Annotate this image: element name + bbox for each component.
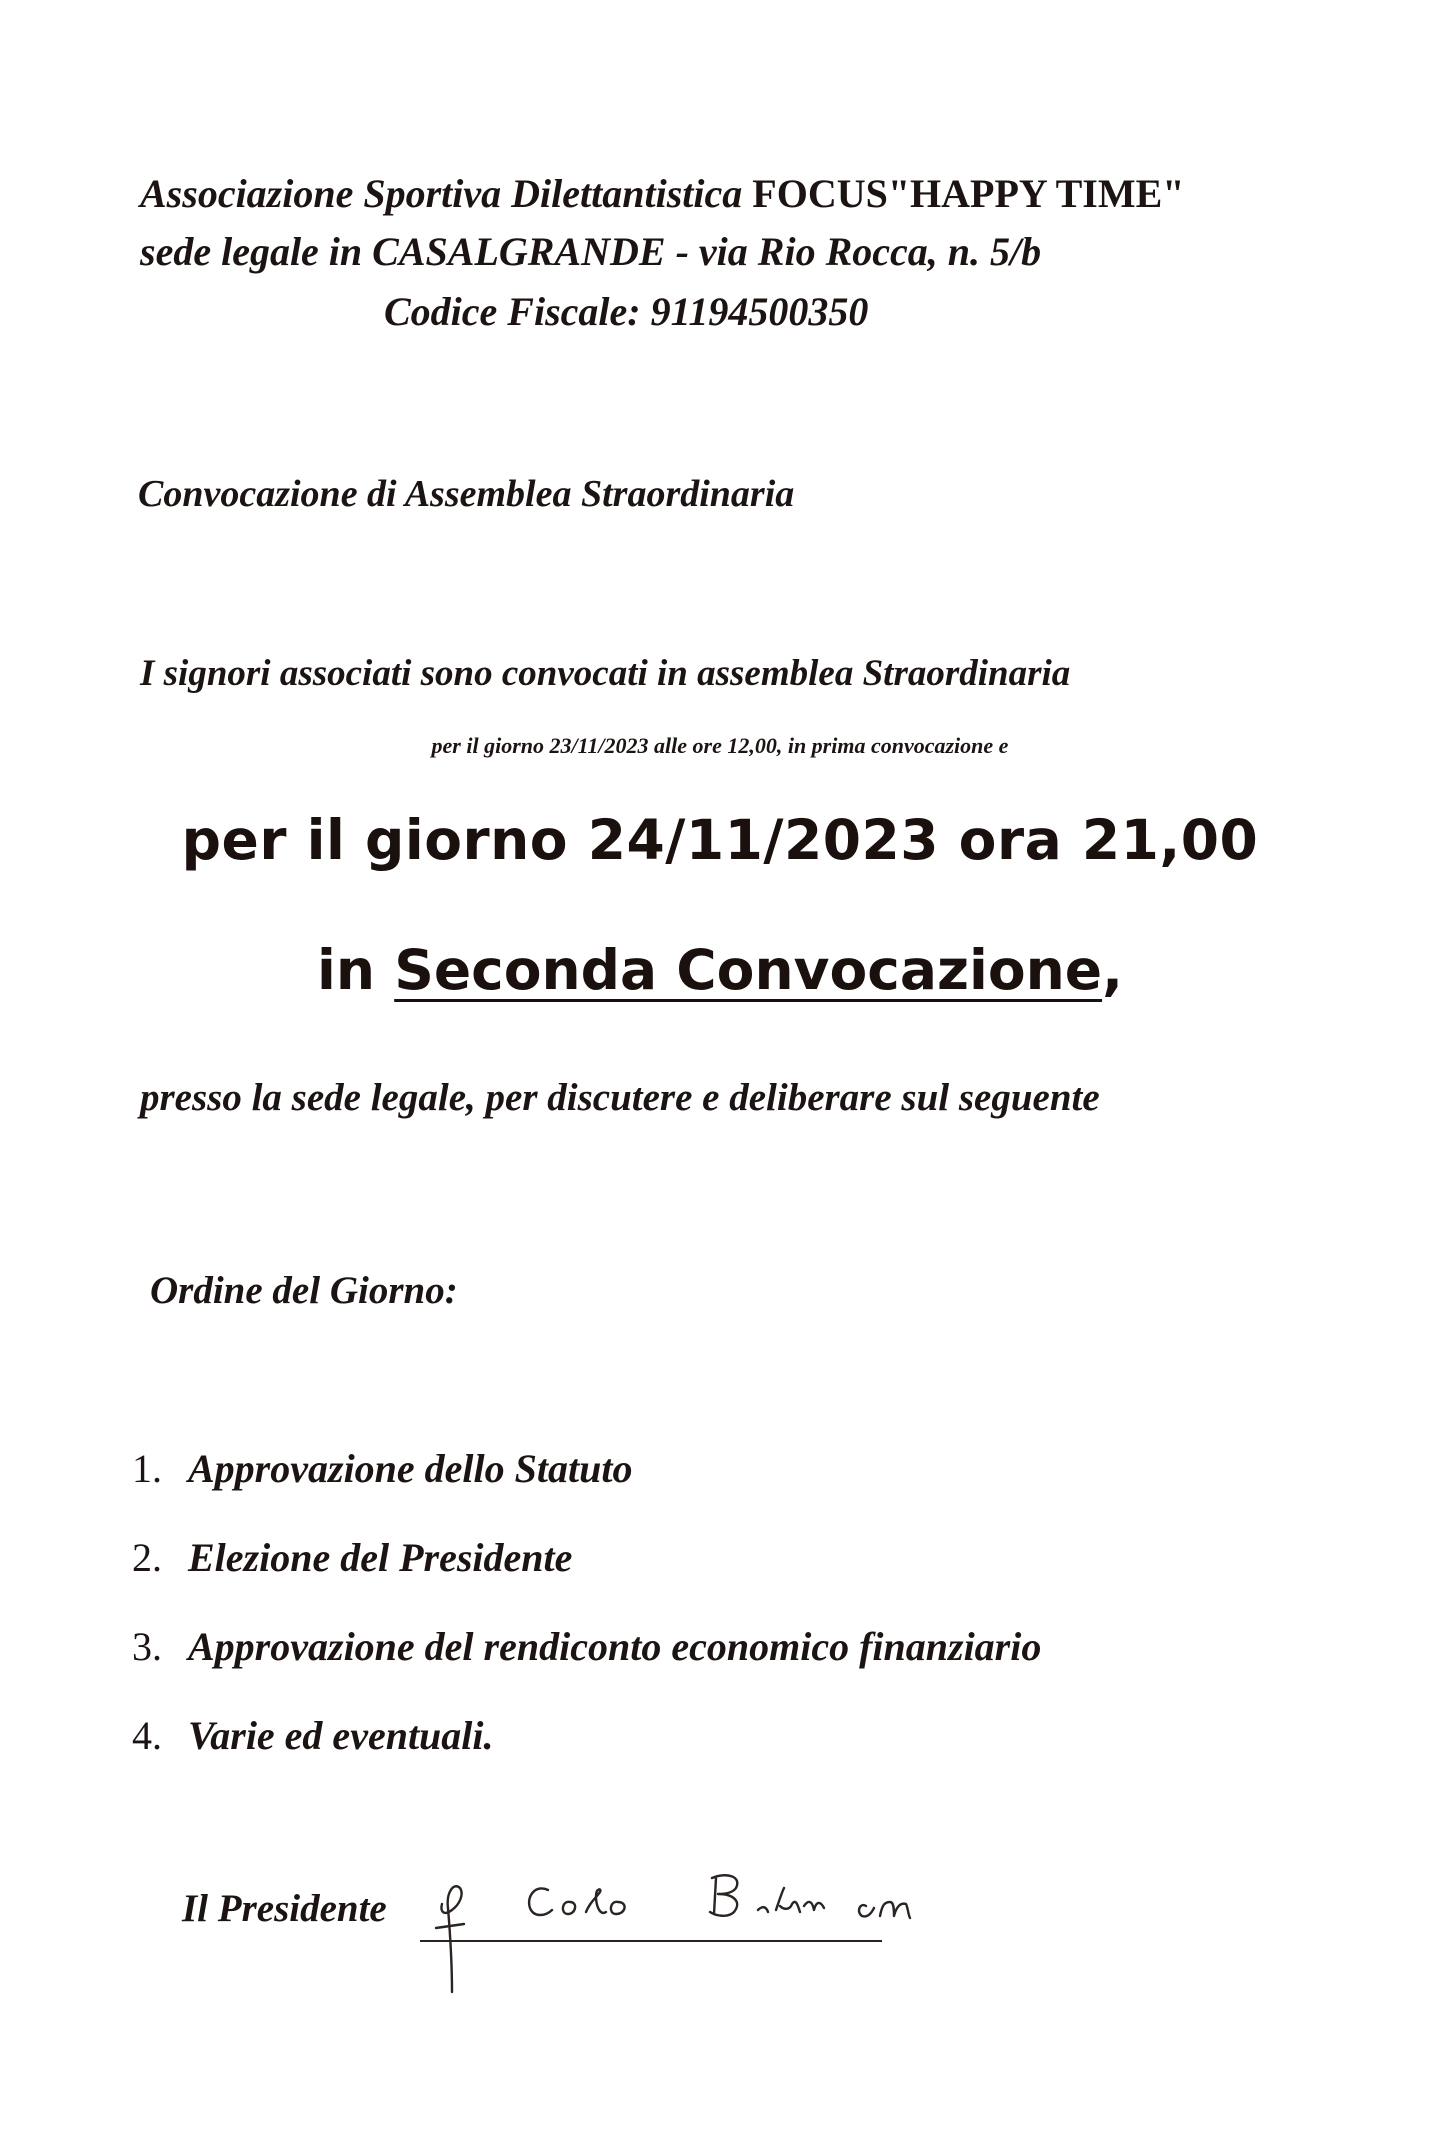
- agenda-item: [132, 1534, 1041, 1623]
- second-call-suffix: ,: [1102, 938, 1123, 1002]
- association-tax-code: Codice Fiscale: 91194500350: [384, 289, 869, 334]
- association-heading: [140, 170, 1184, 217]
- first-call-text: per il giorno 23/11/2023 alle ore 12,00, in prima convocazione e: [431, 733, 1009, 758]
- agenda-item-number: 3.: [132, 1624, 162, 1669]
- handwritten-signature: [430, 1862, 970, 2012]
- agenda-list: [132, 1445, 1041, 1801]
- association-address: sede legale in CASALGRANDE - via Rio Rocca, n. 5/b: [140, 229, 1042, 274]
- association-name: FOCUS"HAPPY TIME": [752, 171, 1185, 216]
- agenda-item: [132, 1445, 1041, 1534]
- convocation-title: Convocazione di Assemblea Straordinaria: [138, 473, 795, 515]
- agenda-item-number: 4.: [132, 1713, 162, 1758]
- agenda-item-text: Approvazione dello Statuto: [188, 1446, 633, 1491]
- second-call-prefix: in: [317, 938, 376, 1002]
- agenda-item-number: 1.: [132, 1446, 162, 1491]
- agenda-item-number: 2.: [132, 1535, 162, 1580]
- agenda-item: [132, 1712, 1041, 1801]
- president-label: Il Presidente: [182, 1887, 387, 1930]
- agenda-item: [132, 1623, 1041, 1712]
- meeting-place-text: presso la sede legale, per discutere e deliberare sul seguente: [140, 1076, 1100, 1119]
- agenda-item-text: Elezione del Presidente: [188, 1535, 573, 1580]
- agenda-item-text: Varie ed eventuali.: [188, 1713, 494, 1758]
- association-type: Associazione Sportiva Dilettantistica: [140, 171, 743, 216]
- agenda-title: Ordine del Giorno:: [150, 1269, 458, 1312]
- second-call-emphasis: Seconda Convocazione: [394, 938, 1103, 1002]
- agenda-item-text: Approvazione del rendiconto economico finanziario: [188, 1624, 1042, 1669]
- second-call-date: per il giorno 24/11/2023 ora 21,00: [181, 808, 1259, 872]
- intro-text: I signori associati sono convocati in assemblea Straordinaria: [140, 653, 1071, 694]
- second-call-heading: [0, 938, 1440, 1002]
